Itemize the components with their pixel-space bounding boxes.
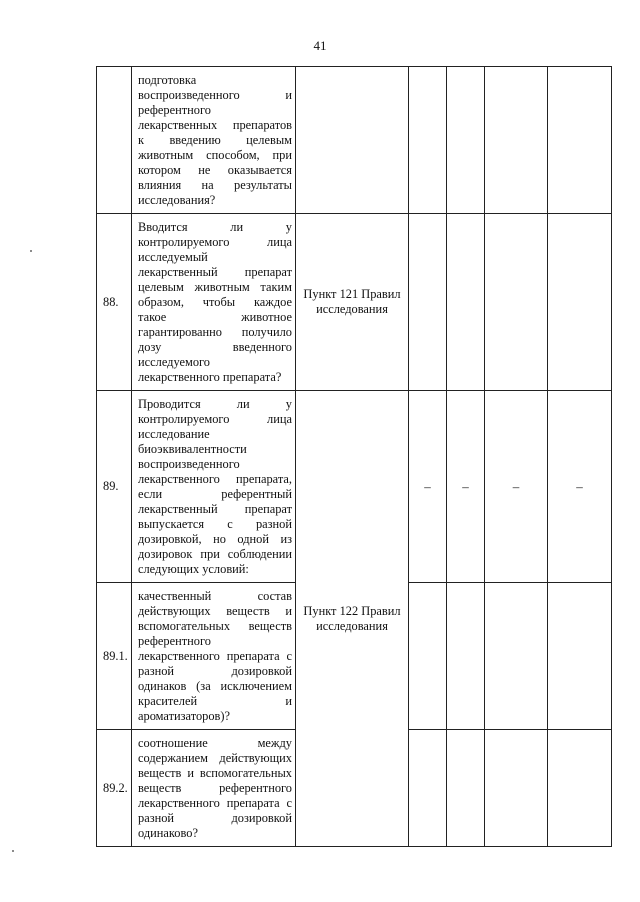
scan-speck [30, 250, 32, 252]
text-line: лекарственного препарата с [138, 796, 292, 810]
text-line: референтного [138, 103, 211, 117]
text-line: образом, чтобы каждое [138, 295, 292, 309]
text-line: разной дозировкой [138, 664, 292, 678]
requirement-text [132, 730, 296, 847]
text-line: подготовка [138, 73, 197, 87]
legal-reference: Пункт 122 Правил исследования [296, 391, 409, 847]
text-line: если референтный [138, 487, 292, 501]
answer-cell-note[interactable] [548, 67, 612, 214]
text-line: дозировкой, но одной из [138, 532, 292, 546]
text-line: дозировок при соблюдении [138, 547, 292, 561]
text-line: лекарственного препарата? [138, 370, 282, 384]
text-line: лекарственных препаратов [138, 118, 292, 132]
dash-mark: – [424, 478, 431, 494]
text-line: одинаков (за исключением [138, 679, 292, 693]
text-line: исследуемый [138, 250, 208, 264]
answer-cell-no[interactable] [447, 730, 485, 847]
row-number: 89.1. [97, 583, 132, 730]
legal-reference-cell [296, 67, 409, 214]
answer-cell-not-applicable[interactable] [485, 214, 548, 391]
text-line: Вводится ли у [138, 220, 292, 234]
answer-cell-note[interactable] [548, 583, 612, 730]
text-line: исследование [138, 427, 210, 441]
table-row [97, 67, 612, 214]
text-line: к введению целевым [138, 133, 292, 147]
answer-cell-no[interactable] [447, 391, 485, 583]
row-number: 89.2. [97, 730, 132, 847]
dash-mark: – [576, 478, 583, 494]
requirement-text [132, 67, 296, 214]
text-line: веществ референтного [138, 781, 292, 795]
text-line: влияния на результаты [138, 178, 292, 192]
text-line: дозу введенного [138, 340, 292, 354]
text-line: биоэквивалентности [138, 442, 247, 456]
text-line: такое животное [138, 310, 292, 324]
row-number [97, 67, 132, 214]
text-line: вспомогательных веществ [138, 619, 292, 633]
legal-reference: Пункт 121 Правил исследования [296, 214, 409, 391]
text-line: лекарственного препарата с [138, 649, 292, 663]
answer-cell-yes[interactable] [409, 583, 447, 730]
scan-speck [12, 850, 14, 852]
checklist-table [96, 66, 612, 847]
text-line: лекарственного препарата, [138, 472, 292, 486]
text-line: котором не оказывается [138, 163, 292, 177]
row-number: 89. [97, 391, 132, 583]
answer-cell-yes[interactable] [409, 67, 447, 214]
text-line: контролируемого лица [138, 412, 292, 426]
answer-cell-no[interactable] [447, 67, 485, 214]
requirement-text [132, 583, 296, 730]
table-row [97, 214, 612, 391]
answer-cell-no[interactable] [447, 214, 485, 391]
text-line: воспроизведенного и [138, 88, 292, 102]
text-line: содержанием действующих [138, 751, 292, 765]
answer-cell-yes[interactable] [409, 730, 447, 847]
answer-cell-note[interactable] [548, 391, 612, 583]
text-line: референтного [138, 634, 211, 648]
answer-cell-note[interactable] [548, 214, 612, 391]
text-line: одинаково? [138, 826, 198, 840]
page-number: 41 [313, 38, 327, 53]
row-number: 88. [97, 214, 132, 391]
text-line: действующих веществ и [138, 604, 292, 618]
text-line: лекарственный препарат [138, 502, 292, 516]
text-line: следующих условий: [138, 562, 249, 576]
answer-cell-not-applicable[interactable] [485, 730, 548, 847]
text-line: выпускается с разной [138, 517, 292, 531]
text-line: ароматизаторов)? [138, 709, 231, 723]
text-line: качественный состав [138, 589, 292, 603]
text-line: животным способом, при [138, 148, 292, 162]
text-line: соотношение между [138, 736, 292, 750]
answer-cell-not-applicable[interactable] [485, 67, 548, 214]
text-line: гарантированно получило [138, 325, 292, 339]
answer-cell-yes[interactable] [409, 214, 447, 391]
requirement-text [132, 214, 296, 391]
table-row [97, 391, 612, 583]
text-line: красителей и [138, 694, 292, 708]
answer-cell-yes[interactable] [409, 391, 447, 583]
text-line: воспроизведенного [138, 457, 240, 471]
answer-cell-note[interactable] [548, 730, 612, 847]
text-line: целевым животным таким [138, 280, 292, 294]
text-line: исследования? [138, 193, 216, 207]
text-line: Проводится ли у [138, 397, 292, 411]
answer-cell-no[interactable] [447, 583, 485, 730]
text-line: контролируемого лица [138, 235, 292, 249]
answer-cell-not-applicable[interactable] [485, 391, 548, 583]
dash-mark: – [512, 478, 520, 494]
dash-mark: – [462, 478, 469, 494]
text-line: исследуемого [138, 355, 210, 369]
text-line: разной дозировкой [138, 811, 292, 825]
requirement-text [132, 391, 296, 583]
text-line: веществ и вспомогательных [138, 766, 292, 780]
text-line: лекарственный препарат [138, 265, 292, 279]
answer-cell-not-applicable[interactable] [485, 583, 548, 730]
